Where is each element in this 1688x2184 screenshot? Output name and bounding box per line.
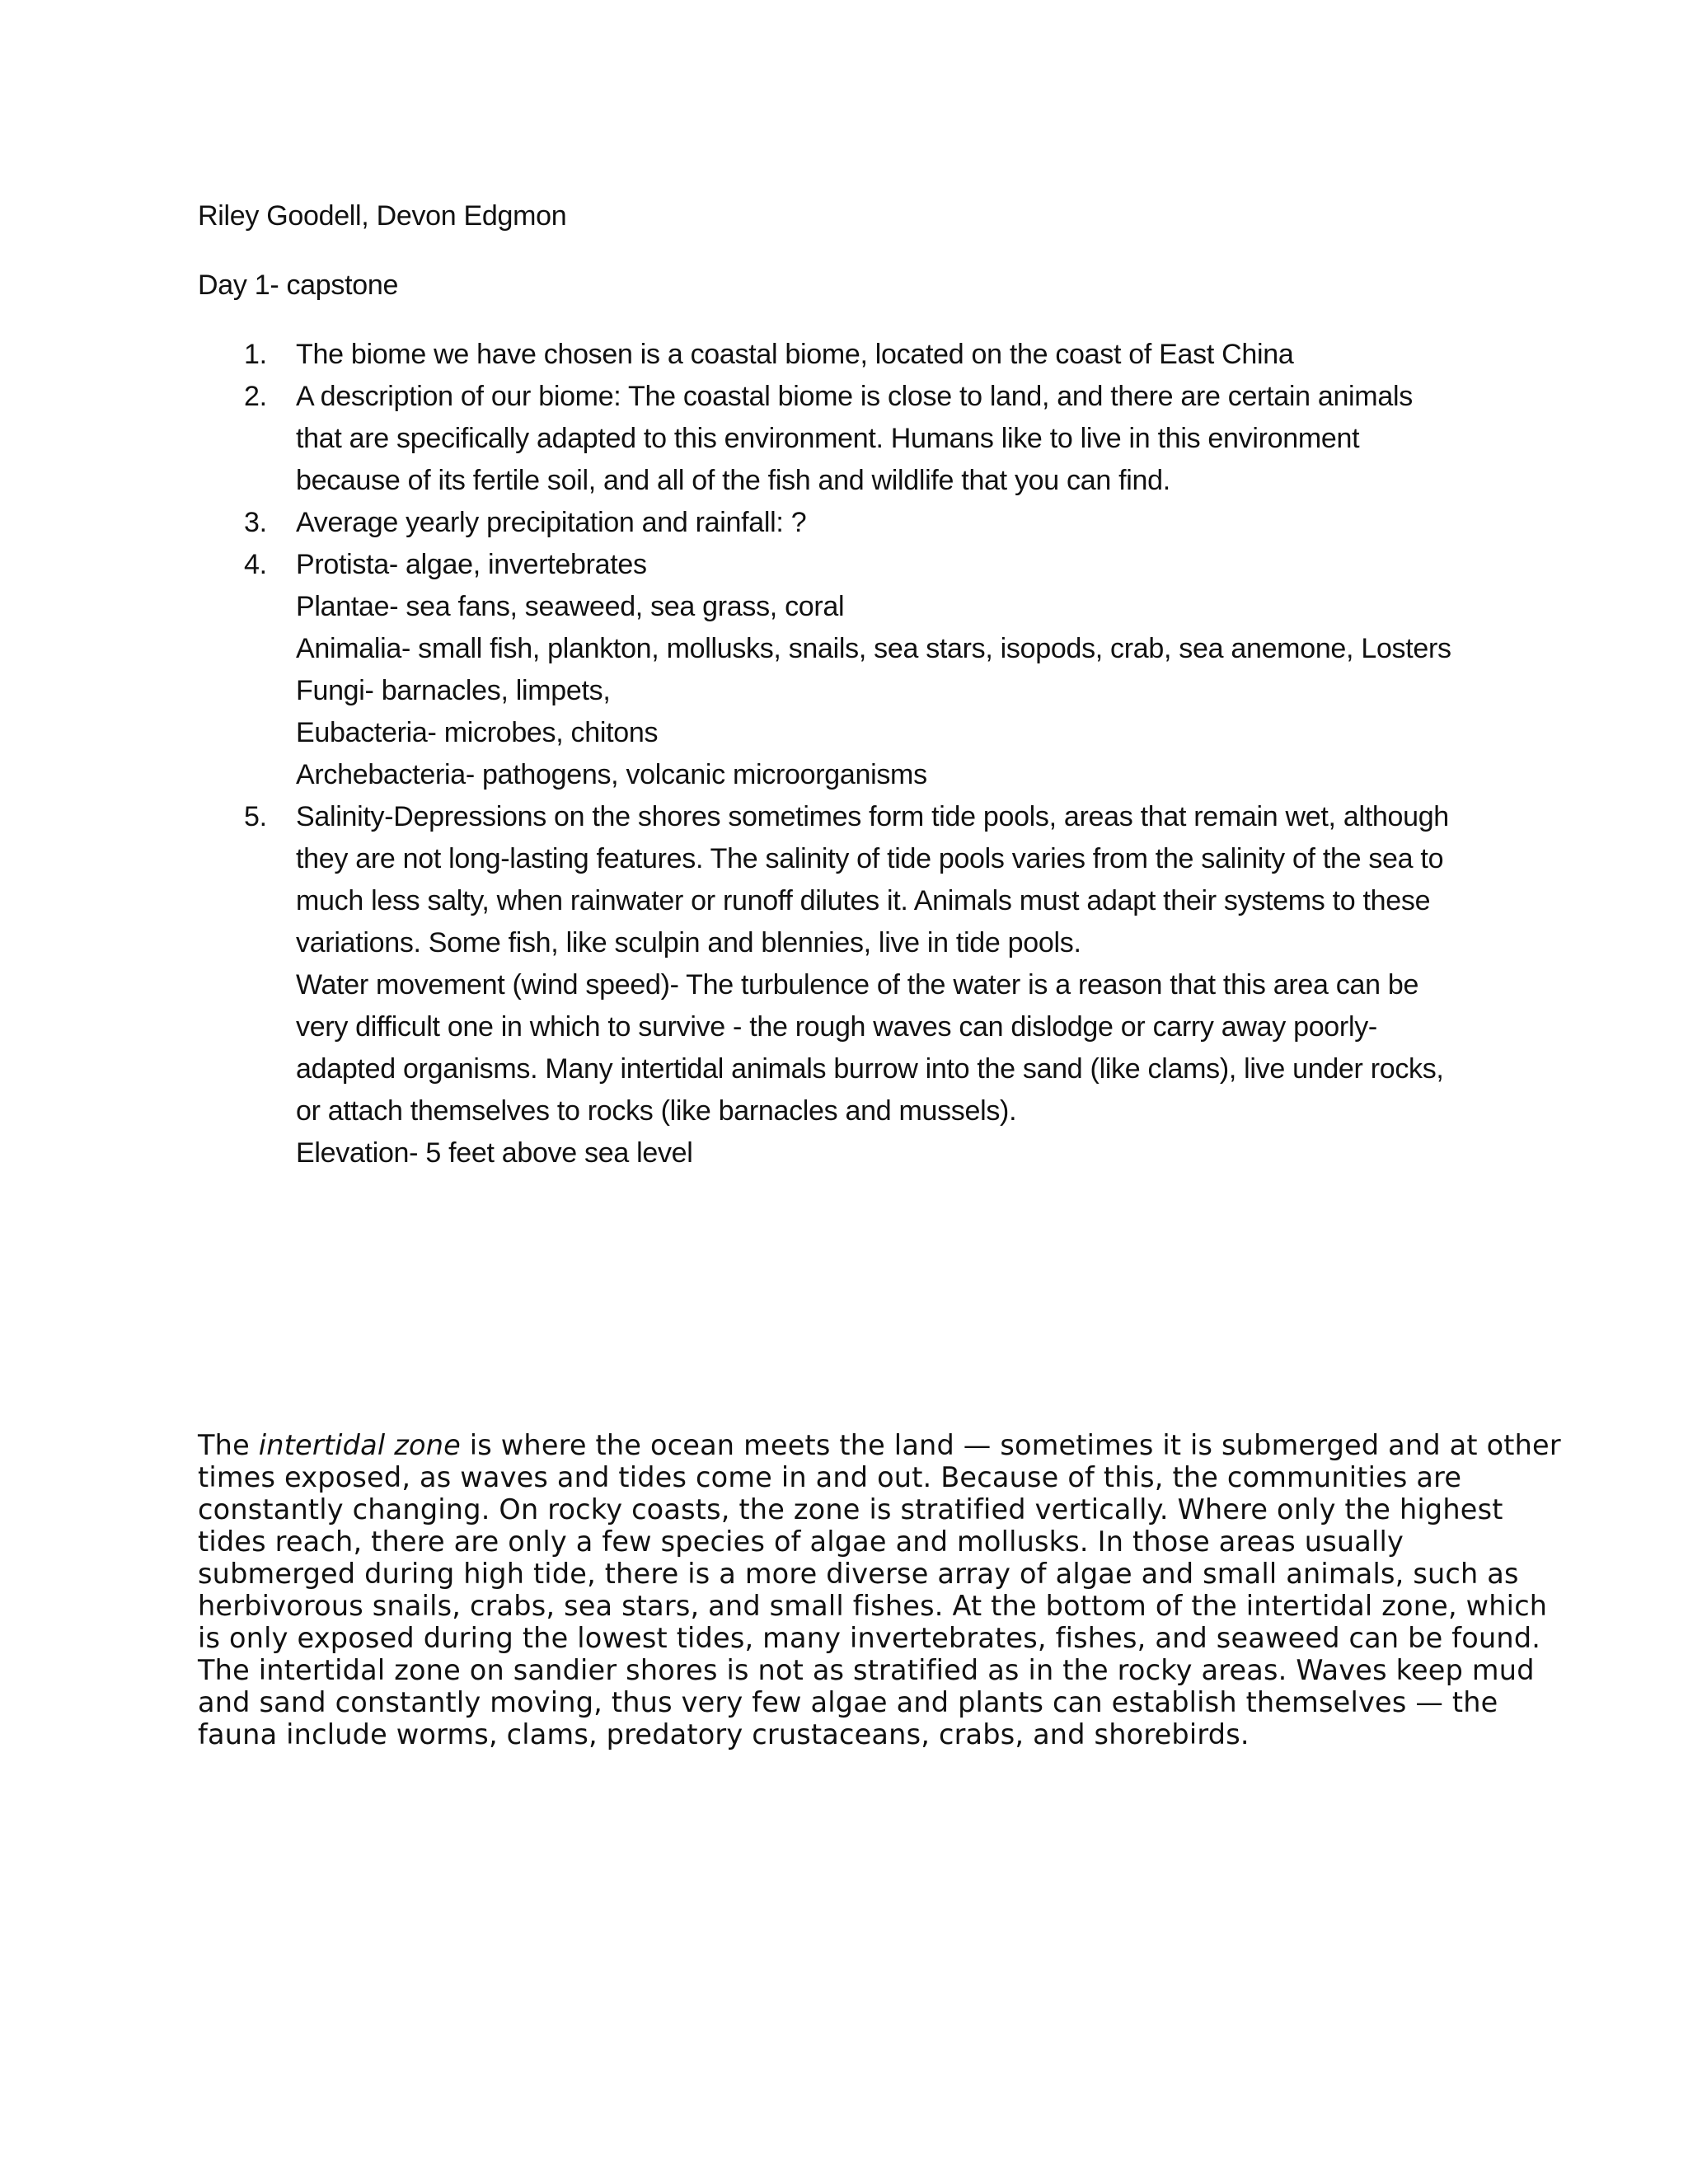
paragraph-text: is where the ocean meets the land — sometimes it is submerged and at other — [460, 1429, 1561, 1461]
intertidal-paragraph — [198, 1429, 1561, 1750]
list-line: The biome we have chosen is a coastal biome, located on the coast of East China — [296, 339, 1294, 370]
author-names: Riley Goodell, Devon Edgmon — [198, 200, 567, 232]
list-line: variations. Some fish, like sculpin and blennies, live in tide pools. — [296, 927, 1081, 958]
paragraph-line: The intertidal zone on sandier shores is not as stratified as in the rocky areas. Waves keep mud — [198, 1654, 1535, 1686]
paragraph-line: is only exposed during the lowest tides, many invertebrates, fishes, and seaweed can be found. — [198, 1622, 1541, 1654]
list-number: 3. — [244, 507, 267, 538]
list-number: 2. — [244, 381, 267, 412]
paragraph-line: constantly changing. On rocky coasts, the zone is stratified vertically. Where only the highest — [198, 1493, 1503, 1526]
paragraph-line — [198, 1429, 1561, 1461]
paragraph-line: tides reach, there are only a few species of algae and mollusks. In those areas usually — [198, 1526, 1404, 1558]
list-line: adapted organisms. Many intertidal animals burrow into the sand (like clams), live under rocks, — [296, 1053, 1444, 1085]
list-line: Protista- algae, invertebrates — [296, 549, 647, 580]
list-number: 5. — [244, 801, 267, 832]
paragraph-line: herbivorous snails, crabs, sea stars, and small fishes. At the bottom of the intertidal zone, which — [198, 1590, 1548, 1622]
list-line: Salinity-Depressions on the shores sometimes form tide pools, areas that remain wet, although — [296, 801, 1449, 832]
paragraph-text: The — [198, 1429, 259, 1461]
numbered-list — [198, 334, 1484, 1174]
list-line: much less salty, when rainwater or runoff dilutes it. Animals must adapt their systems to these — [296, 885, 1431, 916]
list-line: Archebacteria- pathogens, volcanic microorganisms — [296, 759, 927, 790]
list-number: 1. — [244, 339, 267, 370]
list-line: they are not long-lasting features. The salinity of tide pools varies from the salinity of the sea to — [296, 843, 1444, 874]
list-line: Eubacteria- microbes, chitons — [296, 717, 659, 748]
paragraph-line: fauna include worms, clams, predatory crustaceans, crabs, and shorebirds. — [198, 1718, 1250, 1750]
list-line: or attach themselves to rocks (like barnacles and mussels). — [296, 1095, 1017, 1127]
list-item-1 — [198, 334, 1484, 376]
list-line: very difficult one in which to survive - the rough waves can dislodge or carry away poorly- — [296, 1011, 1377, 1043]
list-line: because of its fertile soil, and all of the fish and wildlife that you can find. — [296, 465, 1170, 496]
list-number: 4. — [244, 549, 267, 580]
paragraph-line: and sand constantly moving, thus very few algae and plants can establish themselves — the — [198, 1686, 1498, 1718]
list-line: A description of our biome: The coastal biome is close to land, and there are certain animals — [296, 381, 1413, 412]
paragraph-line: submerged during high tide, there is a more diverse array of algae and small animals, such as — [198, 1558, 1519, 1590]
document-title: Day 1- capstone — [198, 269, 399, 301]
list-line: Plantae- sea fans, seaweed, sea grass, coral — [296, 591, 845, 622]
list-line: Elevation- 5 feet above sea level — [296, 1137, 693, 1169]
list-item-3 — [198, 502, 1484, 544]
list-item-2 — [198, 376, 1484, 502]
list-line: Water movement (wind speed)- The turbulence of the water is a reason that this area can be — [296, 969, 1419, 1001]
list-line: that are specifically adapted to this environment. Humans like to live in this environment — [296, 423, 1360, 454]
list-line: Average yearly precipitation and rainfall: ? — [296, 507, 807, 538]
list-item-5 — [198, 796, 1484, 1174]
paragraph-line: times exposed, as waves and tides come in and out. Because of this, the communities are — [198, 1461, 1462, 1493]
list-line: Fungi- barnacles, limpets, — [296, 675, 611, 706]
list-item-4 — [198, 544, 1484, 796]
list-line: Animalia- small fish, plankton, mollusks, snails, sea stars, isopods, crab, sea anemone, Losters — [296, 633, 1451, 664]
intertidal-zone-term: intertidal zone — [258, 1429, 461, 1461]
